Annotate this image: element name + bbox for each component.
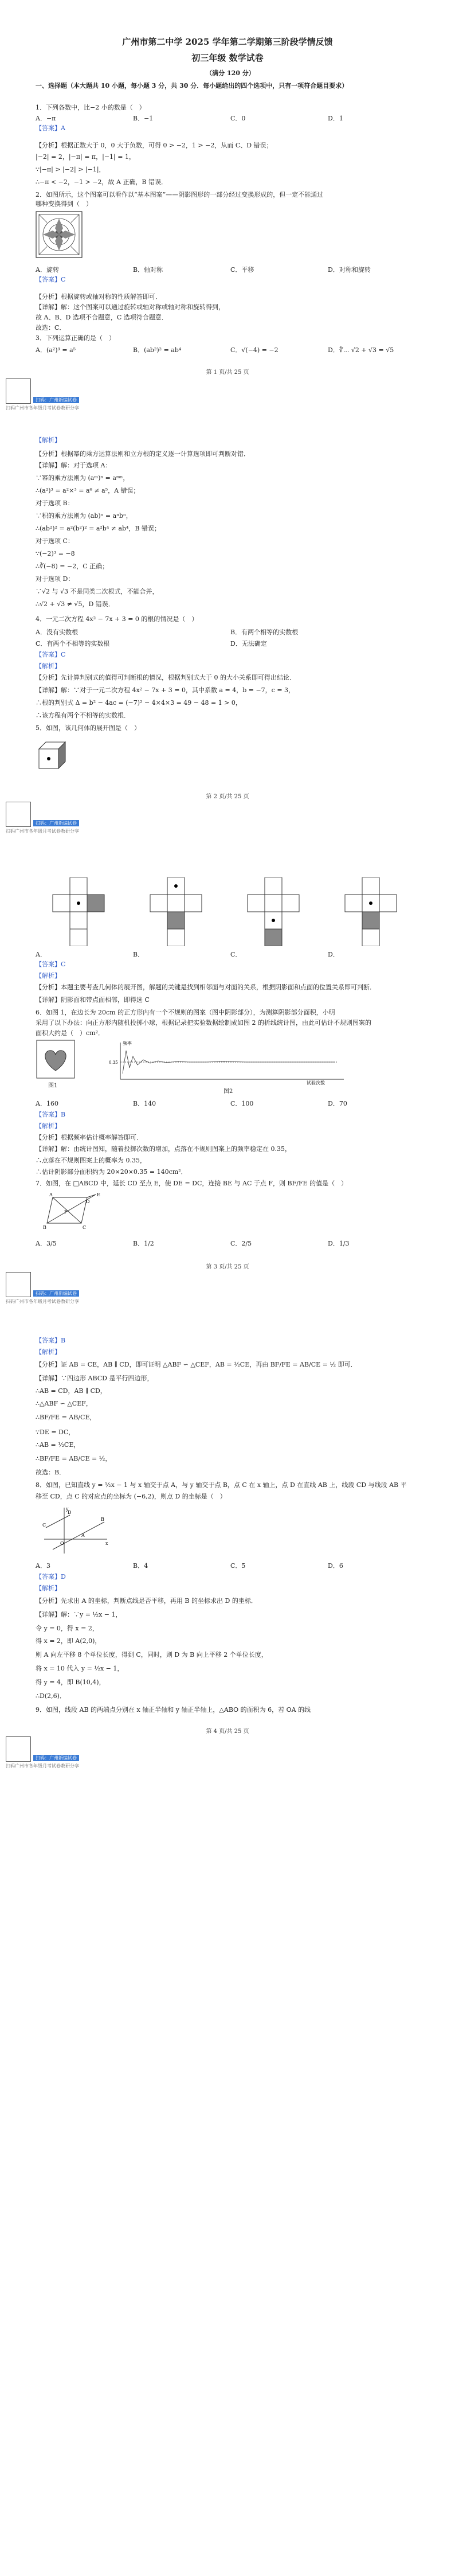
q7-step: ∴AB = CD，AB ∥ CD， <box>36 1387 107 1395</box>
q8-step: 将 x = 10 代入 y = ½x − 1， <box>36 1665 124 1672</box>
q8-option-c: C．5 <box>230 1562 246 1570</box>
q6-option-b: B．140 <box>133 1100 156 1107</box>
q2-stem-2: 哪种变换得到（ ） <box>36 200 92 208</box>
q7-option-c: C．2/5 <box>230 1240 252 1247</box>
y-axis-label: 频率 <box>123 1041 132 1046</box>
qr-code-icon[interactable] <box>6 378 31 404</box>
q1-step: |−2| = 2，|−π| = π，|−1| = 1， <box>36 153 135 161</box>
q4-option-a: A．没有实数根 <box>36 629 78 636</box>
svg-text:E: E <box>97 1192 100 1197</box>
q2-option-a: A．旋转 <box>36 266 59 274</box>
figure2-caption: 图2 <box>223 1088 233 1095</box>
q6-stem-2: 采用了以下办法：向正方形内随机投掷小球，根据记录把实验数据绘制成如图 2 的折线统计图，由此可估计不规则图案的 <box>36 1019 371 1027</box>
q7-parallelogram-figure <box>41 1192 104 1232</box>
q5-option-a: A． <box>36 951 46 958</box>
q3-step: 【详解】解：对于选项 A： <box>36 462 112 469</box>
page-footer: 第 4 页/共 25 页 <box>206 1728 249 1735</box>
page-footer: 第 1 页/共 25 页 <box>206 369 249 376</box>
q5-stem: 5．如图，该几何体的展开图是（ ） <box>36 724 140 732</box>
q1-answer: 【答案】A <box>36 124 65 132</box>
svg-text:x: x <box>105 1541 108 1546</box>
q5-step: 【详解】阴影面和带点面相邻，即得选 C <box>36 996 150 1004</box>
svg-text:A: A <box>49 1192 53 1197</box>
q6-figure2-chart <box>109 1039 350 1094</box>
q2-stem: 2．如图所示，这个图案可以看作以“基本图案”——阴影图形的一部分经过变换形成的，但一定不能通过 <box>36 191 324 198</box>
q8-step: 得 y = 4，即 B(10,4)， <box>36 1679 105 1686</box>
q3-jiexi: 【解析】 <box>36 436 61 444</box>
q8-analysis: 【分析】先求出 A 的坐标，判断点线是否平移，再用 B 的坐标求出 D 的坐标． <box>36 1597 257 1605</box>
q8-step: 得 x = 2，即 A(2,0)， <box>36 1637 101 1645</box>
q3-analysis: 【分析】根据幂的乘方运算法则和立方根的定义逐一计算选项即可判断对错． <box>36 450 250 458</box>
q7-step: ∵DE = DC， <box>36 1428 75 1436</box>
q1-step: ∴−π < −2，−1 > −2，故 A 正确，B 错误． <box>36 178 168 186</box>
q5-option-d: D． <box>328 951 339 958</box>
svg-text:B: B <box>43 1225 46 1230</box>
svg-text:B: B <box>101 1517 104 1522</box>
q4-option-d: D．无法确定 <box>230 640 267 647</box>
q1-stem: 1．下列各数中，比−2 小的数是（ ） <box>36 104 146 111</box>
q8-option-b: B．4 <box>133 1562 148 1570</box>
page-footer: 第 3 页/共 25 页 <box>206 1264 249 1270</box>
q1-option-a: A．−π <box>36 115 56 122</box>
q1-option-c: C．0 <box>230 115 246 122</box>
q3-option-c: C．√(−4) = −2 <box>230 346 279 354</box>
qr-badge: 扫码：广州新编试卷 <box>33 1755 79 1761</box>
qr-badge: 扫码：广州新编试卷 <box>33 820 79 826</box>
q8-options <box>36 1561 425 1570</box>
q6-step: 【详解】解：由统计图知，随着投掷次数的增加，点落在不规则图案上的频率稳定在 0.35， <box>36 1145 291 1153</box>
q4-jiexi: 【解析】 <box>36 662 61 670</box>
svg-text:C: C <box>42 1523 46 1528</box>
q5-net-options-figure <box>36 877 425 946</box>
q5-option-b: B． <box>133 951 144 958</box>
q2-pattern-figure <box>36 211 83 258</box>
q4-step: ∴根的判别式 Δ = b² − 4ac = (−7)² − 4×4×3 = 49 − 48 = 1 > 0， <box>36 699 242 707</box>
q3-stem: 3．下列运算正确的是（ ） <box>36 334 115 342</box>
svg-text:C: C <box>83 1225 87 1230</box>
q7-option-d: D．1/3 <box>328 1240 350 1247</box>
q8-step: 【详解】解：∵y = ½x − 1， <box>36 1611 122 1618</box>
q7-analysis: 【分析】证 AB = CE，AB ∥ CD，即可证明 △ABF ∽ △CEF，AB = ½CE，再由 BF/FE = AB/CE = ½ 即可． <box>36 1361 357 1368</box>
q2-option-c: C．平移 <box>230 266 254 274</box>
q4-option-b: B．有两个相等的实数根 <box>230 629 299 636</box>
q3-step: ∴(a²)³ = a²×³ = a⁶ ≠ a⁵，A 错误； <box>36 487 140 494</box>
qr-code-icon[interactable] <box>6 1272 31 1297</box>
page-footer: 第 2 页/共 25 页 <box>206 794 249 800</box>
q7-jiexi: 【解析】 <box>36 1348 61 1356</box>
q3-option-a: A．(a²)³ = a⁵ <box>36 346 76 354</box>
q8-step: ∴D(2,6)． <box>36 1692 66 1700</box>
q4-options-2 <box>36 639 425 648</box>
q8-coordinate-figure <box>41 1505 110 1556</box>
q4-answer: 【答案】C <box>36 651 66 658</box>
q3-step: 对于选项 D： <box>36 575 74 583</box>
q4-option-c: C．有两个不相等的实数根 <box>36 640 110 647</box>
q6-option-c: C．100 <box>230 1100 254 1107</box>
full-score: （满分 120 分） <box>206 69 255 77</box>
q5-answer: 【答案】C <box>36 961 66 968</box>
q6-stem-3: 面积大约是（ ）cm²． <box>36 1029 105 1037</box>
q2-step: 故 A、B、D 选项不合题意，C 选项符合题意． <box>36 314 168 321</box>
q3-step: 对于选项 C： <box>36 537 74 545</box>
q4-analysis: 【分析】先计算判别式的值得可判断根的情况，根据判别式大于 0 的大小关系即可得出结论． <box>36 674 296 681</box>
q8-answer: 【答案】D <box>36 1573 66 1580</box>
svg-text:F: F <box>64 1209 68 1215</box>
qr-code-icon[interactable] <box>6 802 31 827</box>
qr-caption: 扫码广州市各年级月考试卷教研分享 <box>6 829 79 834</box>
q4-step: 【详解】解：∵对于一元二次方程 4x² − 7x + 3 = 0，其中系数 a = 4，b = −7，c = 3， <box>36 686 295 694</box>
q8-stem: 8．如图，已知直线 y = ½x − 1 与 x 轴交于点 A，与 y 轴交于点 B，点 C 在 x 轴上，点 D 在直线 AB 上，线段 CD 与线段 AB 平 <box>36 1481 407 1489</box>
q5-analysis: 【分析】本题主要考查几何体的展开图，解题的关键是找到相邻面与对面的关系，根据阴影面和点面的位置关系即可判断． <box>36 983 376 991</box>
svg-text:A: A <box>81 1533 85 1538</box>
figure1-caption: 图1 <box>48 1083 58 1089</box>
q3-option-b: B．(ab²)² = ab⁴ <box>133 346 182 354</box>
q6-answer: 【答案】B <box>36 1111 66 1118</box>
q1-options <box>36 114 425 123</box>
q4-step: ∴该方程有两个不相等的实数根． <box>36 712 130 719</box>
q3-step: ∴√2 + √3 ≠ √5，D 错误． <box>36 600 115 608</box>
q3-step: ∴∛(−8) = −2，C 正确； <box>36 563 109 570</box>
q8-option-d: D．6 <box>328 1562 343 1570</box>
q9-stem: 9．如图，线段 AB 的两端点分别在 x 轴正半轴和 y 轴正半轴上，△ABO 的面积为 6，若 OA 的线 <box>36 1706 311 1714</box>
q6-stem: 6．如图 1，在边长为 20cm 的正方形内有一个不规则的图案（图中阴影部分），为测算阴影部分面积，小明 <box>36 1009 335 1016</box>
qr-code-icon[interactable] <box>6 1736 31 1762</box>
q8-step: 则 A 向左平移 8 个单位长度，得到 C，同时，则 D 为 B 向上平移 2 个单位长度， <box>36 1651 268 1658</box>
q3-step: ∵积的乘方法则为 (ab)ⁿ = aⁿbⁿ， <box>36 512 132 520</box>
q7-option-b: B．1/2 <box>133 1240 154 1247</box>
q7-step: ∴AB = ½CE， <box>36 1441 80 1449</box>
q8-option-a: A．3 <box>36 1562 50 1570</box>
q6-option-a: A．160 <box>36 1100 58 1107</box>
svg-text:O: O <box>60 1541 64 1546</box>
q6-analysis: 【分析】根据频率估计概率解答即可． <box>36 1134 143 1141</box>
q3-options <box>36 345 425 354</box>
x-axis-label: 试验次数 <box>307 1080 325 1085</box>
q6-option-d: D．70 <box>328 1100 347 1107</box>
q7-step: ∴BF/FE = AB/CE = ½， <box>36 1455 112 1462</box>
q6-step: ∴点落在不规则图案上的概率为 0.35， <box>36 1157 146 1164</box>
q4-stem: 4．一元二次方程 4x² − 7x + 3 = 0 的根的情况是（ ） <box>36 615 198 623</box>
q1-step: ∵|−π| > |−2| > |−1|， <box>36 166 105 173</box>
q4-options <box>36 627 425 637</box>
q3-step: ∵(−2)³ = −8 <box>36 550 75 557</box>
q7-options <box>36 1239 425 1248</box>
q2-step: 故选：C． <box>36 324 66 331</box>
qr-badge: 扫码：广州新编试卷 <box>33 397 79 403</box>
q7-option-a: A．3/5 <box>36 1240 57 1247</box>
q8-stem-2: 移至 CD，点 C 的对应点的坐标为 (−6,2)，则点 D 的坐标是（ ） <box>36 1493 226 1500</box>
q1-option-d: D．1 <box>328 115 343 122</box>
q6-figure1 <box>36 1039 81 1091</box>
q3-step: ∵幂的乘方法则为 (aᵐ)ⁿ = aᵐⁿ， <box>36 474 130 482</box>
svg-text:D: D <box>68 1510 72 1515</box>
q8-step: 令 y = 0，得 x = 2， <box>36 1625 99 1632</box>
q1-option-b: B．−1 <box>133 115 154 122</box>
qr-caption: 扫码广州市各年级月考试卷教研分享 <box>6 1763 79 1769</box>
q2-option-b: B．轴对称 <box>133 266 163 274</box>
q3-step: 对于选项 B： <box>36 499 74 507</box>
qr-caption: 扫码广州市各年级月考试卷教研分享 <box>6 405 79 411</box>
q3-step: ∵√2 与 √3 不是同类二次根式，不能合并， <box>36 588 159 595</box>
exam-subtitle: 初三年级 数学试卷 <box>191 53 264 63</box>
frequency-chart <box>109 1039 350 1085</box>
stable-value-label: 0.35 <box>109 1060 118 1065</box>
qr-badge: 扫码：广州新编试卷 <box>33 1290 79 1297</box>
q7-step: 【详解】∵四边形 ABCD 是平行四边形， <box>36 1375 154 1382</box>
q5-cube-figure <box>37 740 68 771</box>
q5-option-c: C． <box>230 951 242 958</box>
q7-step: ∴△ABF ∽ △CEF， <box>36 1400 92 1407</box>
svg-text:y: y <box>66 1506 69 1512</box>
svg-text:D: D <box>86 1199 90 1204</box>
q7-answer: 【答案】B <box>36 1337 66 1344</box>
q1-analysis: 【分析】根据正数大于 0，0 大于负数，可得 0 > −2，1 > −2，从而 C、D 错误； <box>36 142 273 149</box>
exam-title: 广州市第二中学 2025 学年第二学期第三阶段学情反馈 <box>122 37 333 47</box>
q7-step: ∴BF/FE = AB/CE， <box>36 1414 96 1421</box>
q6-jiexi: 【解析】 <box>36 1122 61 1130</box>
q2-analysis: 【分析】根据旋转或轴对称的性质解答即可． <box>36 293 162 300</box>
q2-options <box>36 265 425 274</box>
q2-option-d: D．对称和旋转 <box>328 266 371 274</box>
q8-jiexi: 【解析】 <box>36 1584 61 1592</box>
q7-step: 故选：B． <box>36 1469 66 1476</box>
q5-options <box>36 950 425 959</box>
q2-step: 【详解】解：这个图案可以通过旋转或轴对称或轴对称和旋转得到， <box>36 303 225 311</box>
q7-stem: 7．如图，在 □ABCD 中，延长 CD 至点 E，使 DE = DC，连接 BE 与 AC 于点 F，则 BF/FE 的值是（ ） <box>36 1180 348 1187</box>
q3-option-d: D．∜... √2 + √3 = √5 <box>328 346 394 354</box>
qr-caption: 扫码广州市各年级月考试卷教研分享 <box>6 1299 79 1304</box>
section-heading: 一、选择题（本大题共 10 小题，每小题 3 分，共 30 分．每小题给出的四个选项中，只有一项符合题目要求） <box>36 82 348 89</box>
q5-jiexi: 【解析】 <box>36 972 61 979</box>
q2-answer: 【答案】C <box>36 276 66 283</box>
q3-step: ∴(ab²)² = a²(b²)² = a²b⁴ ≠ ab⁴，B 错误； <box>36 525 161 532</box>
q6-options <box>36 1099 425 1108</box>
q6-step: ∴估计阴影部分面积约为 20×20×0.35 = 140cm²． <box>36 1168 187 1176</box>
